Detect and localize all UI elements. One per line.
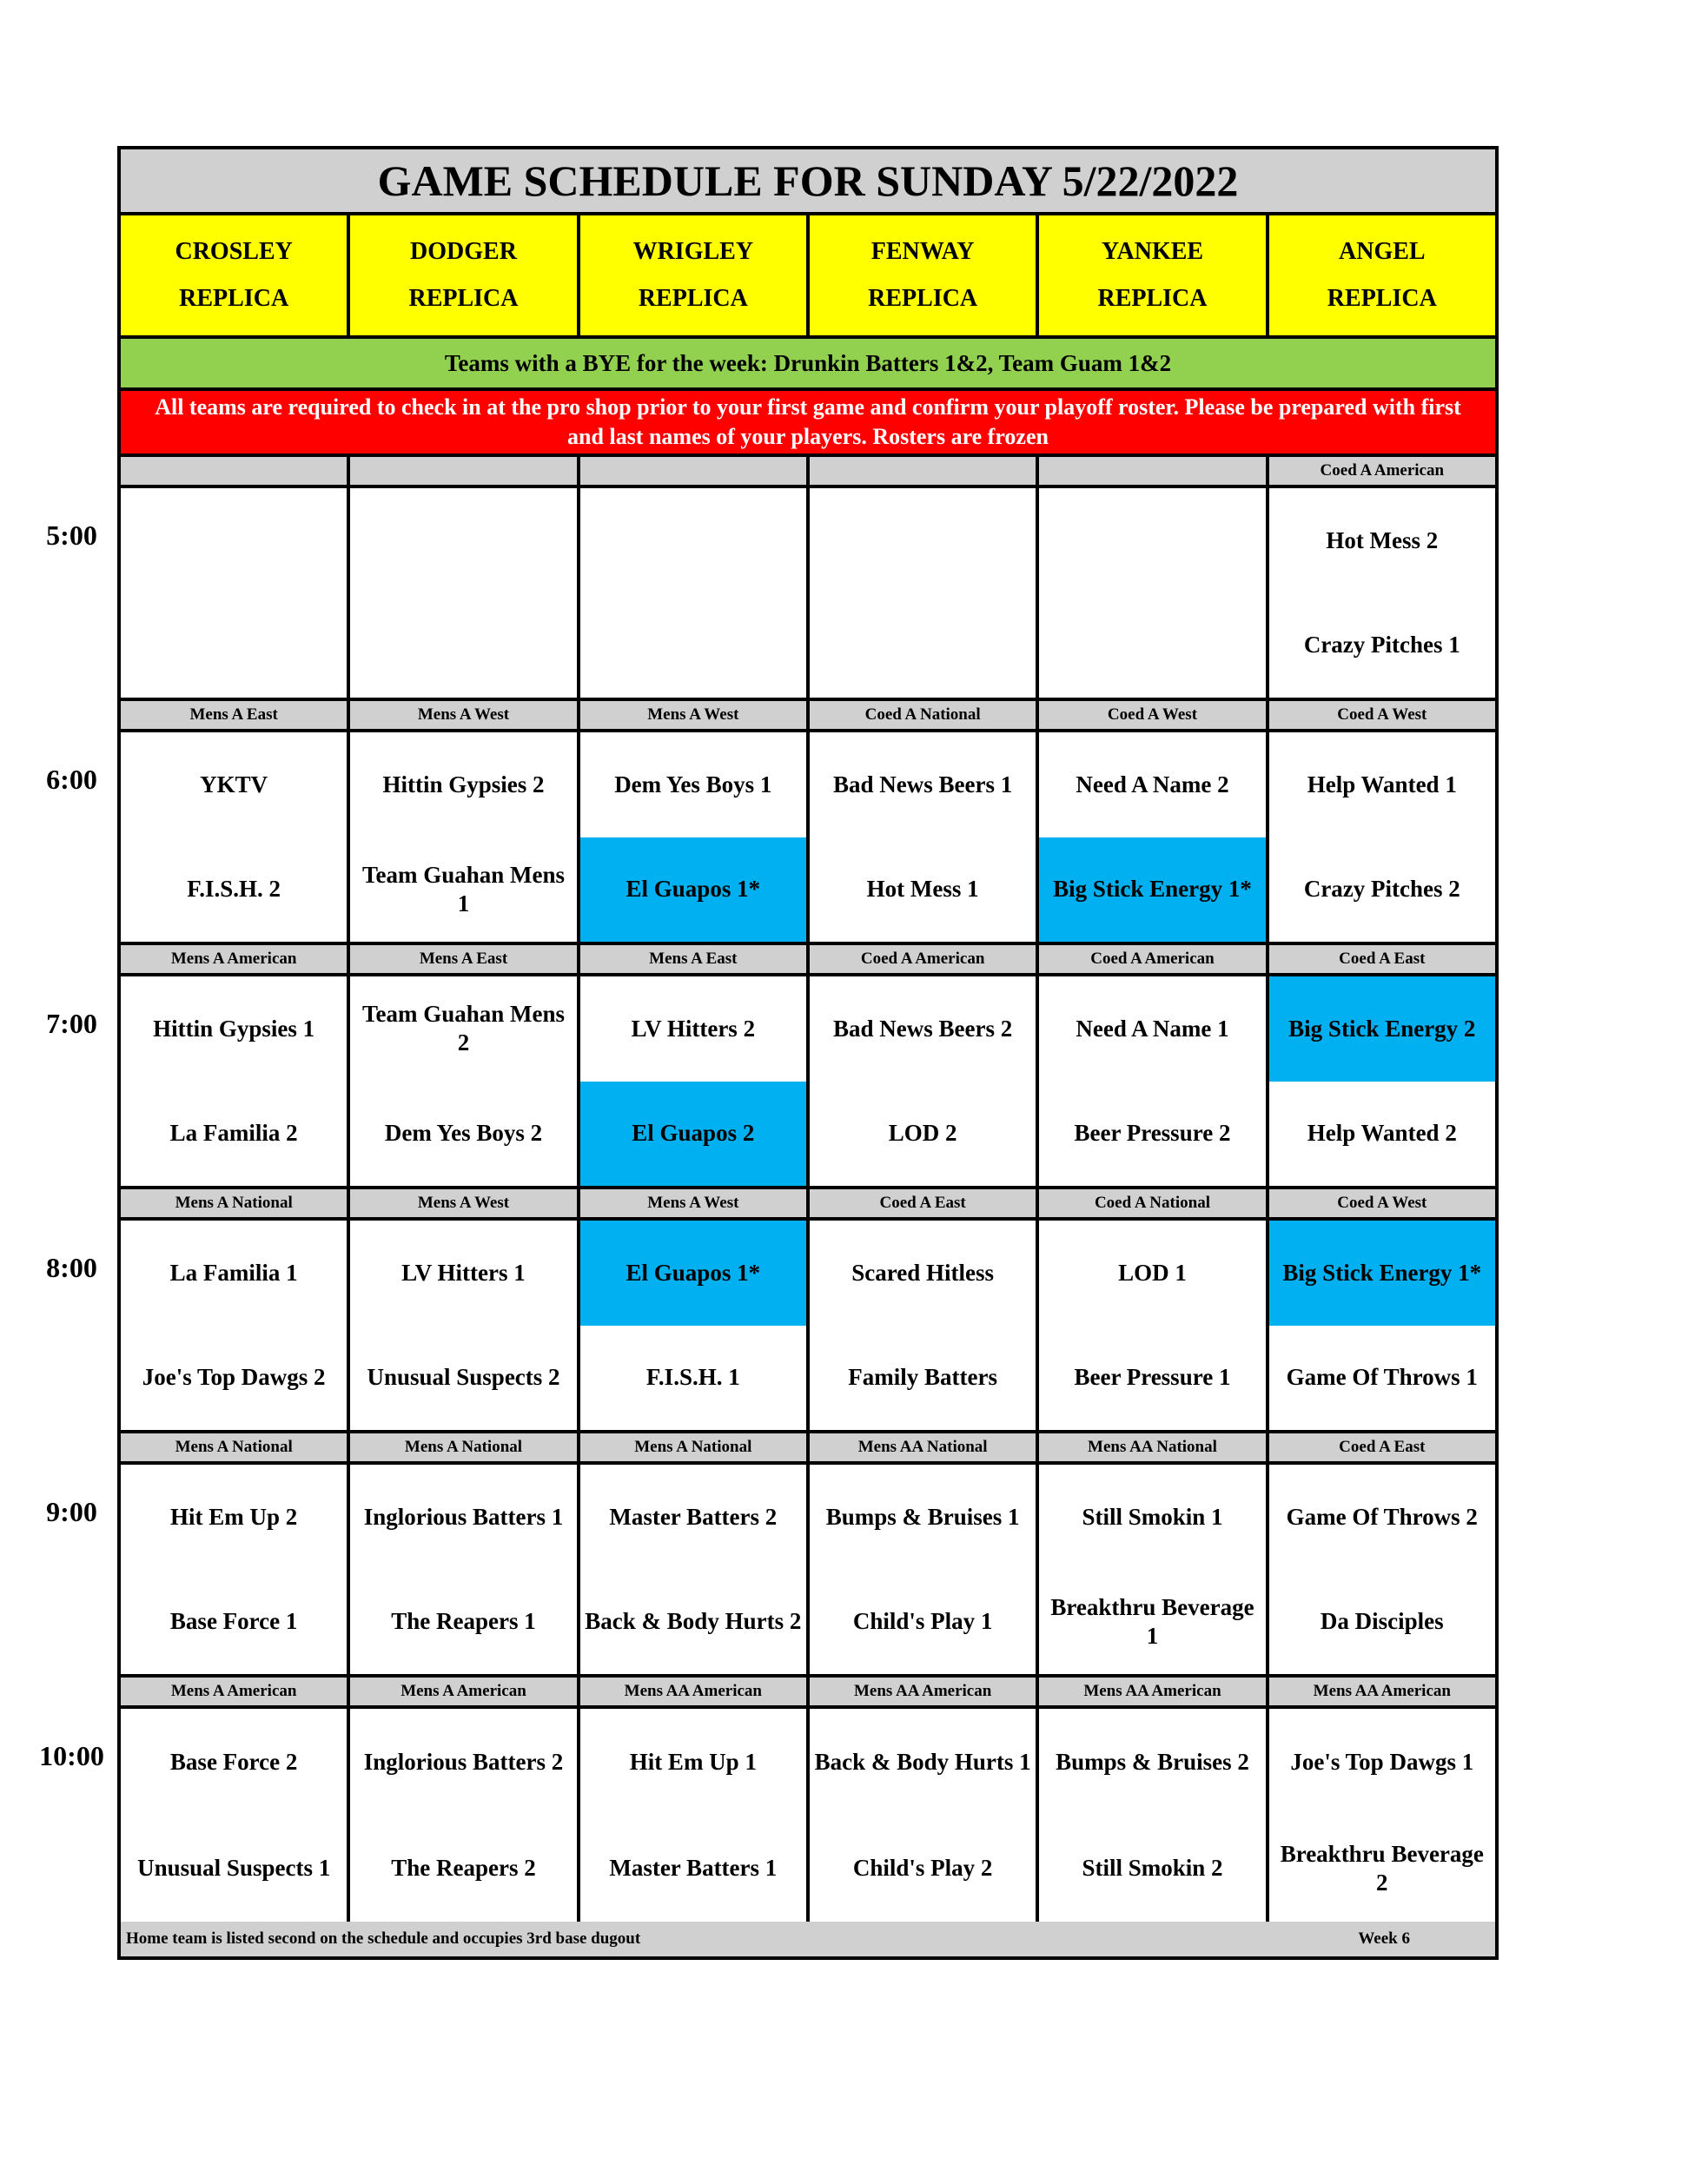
division-label: Mens A East [580,945,810,973]
away-team: Bad News Beers 1 [810,732,1036,837]
game-row [121,732,1495,945]
game-cell [810,976,1039,1186]
game-cell [810,1465,1039,1674]
venue-type: REPLICA [1327,285,1437,312]
game-cell [1269,488,1495,698]
game-cell [1269,1709,1495,1922]
division-label: Mens AA National [810,1433,1039,1461]
away-team: Big Stick Energy 1* [1269,1221,1495,1326]
footer-row [121,1922,1495,1956]
division-label: Mens A East [350,945,579,973]
time-label: 5:00 [46,520,97,551]
home-team: Big Stick Energy 1* [1039,837,1265,943]
division-label: Coed A East [1339,1438,1426,1456]
division-label [580,457,810,485]
game-cell [1039,1221,1268,1430]
home-team: El Guapos 2 [580,1082,806,1187]
away-team: LOD 1 [1039,1221,1265,1326]
division-label [350,457,579,485]
game-cell [810,1709,1039,1922]
venue-angel [1269,215,1495,335]
venue-wrigley [580,215,810,335]
division-label: Coed A West [1337,1194,1427,1212]
away-team [1039,488,1265,593]
away-team: La Familia 1 [121,1221,347,1326]
away-team: Need A Name 2 [1039,732,1265,837]
division-label: Mens AA American [1039,1678,1268,1705]
venue-crosley [121,215,350,335]
notice-banner: All teams are required to check in at the pro shop prior to your first game and confirm your playoff roster. Please be prepared with first and last names of your players. Rosters are frozen [121,391,1495,457]
venue-header-row [121,215,1495,339]
home-team: Beer Pressure 2 [1039,1082,1265,1187]
away-team: Still Smokin 1 [1039,1465,1265,1570]
division-label: Mens A American [121,1678,350,1705]
home-team: Back & Body Hurts 2 [580,1570,806,1675]
home-team: La Familia 2 [121,1082,347,1187]
division-label: Mens A West [580,1189,810,1217]
division-label: Coed A West [1039,701,1268,729]
division-label: Mens A West [350,701,579,729]
game-cell [1269,1465,1495,1674]
division-label: Mens A American [350,1678,579,1705]
game-row [121,1465,1495,1678]
bye-banner: Teams with a BYE for the week: Drunkin Batters 1&2, Team Guam 1&2 [121,339,1495,391]
away-team: Bad News Beers 2 [810,976,1036,1082]
game-cell [1269,1221,1495,1430]
game-cell [1039,1709,1268,1922]
home-team: Crazy Pitches 1 [1269,593,1495,698]
venue-name: YANKEE [1101,238,1204,265]
away-team [580,488,806,593]
game-cell [580,1709,810,1922]
division-label [810,457,1039,485]
away-team: Inglorious Batters 1 [350,1465,576,1570]
game-cell [350,488,579,698]
away-team: Hot Mess 2 [1269,488,1495,593]
away-team: Hit Em Up 1 [580,1709,806,1816]
home-team: Still Smokin 2 [1039,1816,1265,1923]
venue-dodger [350,215,579,335]
game-row [121,488,1495,701]
division-label: Mens A National [350,1433,579,1461]
away-team: LV Hitters 2 [580,976,806,1082]
venue-type: REPLICA [868,285,978,312]
away-team [121,488,347,593]
home-team: Child's Play 1 [810,1570,1036,1675]
home-team [121,593,347,698]
game-cell [580,1221,810,1430]
division-label: Coed A East [810,1189,1039,1217]
game-row [121,976,1495,1189]
game-cell [1039,976,1268,1186]
away-team: Back & Body Hurts 1 [810,1709,1036,1816]
away-team: El Guapos 1* [580,1221,806,1326]
away-team: Scared Hitless [810,1221,1036,1326]
away-team: Need A Name 1 [1039,976,1265,1082]
venue-type: REPLICA [408,285,519,312]
game-cell [1039,1465,1268,1674]
home-team [580,593,806,698]
division-row [121,1678,1495,1709]
game-cell [810,488,1039,698]
division-row [121,1189,1495,1221]
division-label: Coed A National [810,701,1039,729]
home-team [350,593,576,698]
away-team: Game Of Throws 2 [1269,1465,1495,1570]
away-team: Big Stick Energy 2 [1269,976,1495,1082]
footer-note: Home team is listed second on the schedule and occupies 3rd base dugout [126,1929,641,1948]
away-team: Master Batters 2 [580,1465,806,1570]
home-team: Child's Play 2 [810,1816,1036,1923]
away-team: Inglorious Batters 2 [350,1709,576,1816]
home-team: Unusual Suspects 2 [350,1326,576,1431]
division-label: Mens A National [121,1189,350,1217]
division-label: Coed A American [1320,461,1445,480]
home-team: Breakthru Beverage 1 [1039,1570,1265,1675]
game-cell [1039,732,1268,942]
game-cell [121,1221,350,1430]
home-team: Joe's Top Dawgs 2 [121,1326,347,1431]
division-label: Coed A East [1339,950,1426,968]
home-team: Da Disciples [1269,1570,1495,1675]
game-cell [580,976,810,1186]
home-team: Game Of Throws 1 [1269,1326,1495,1431]
game-cell [350,976,579,1186]
game-row [121,1221,1495,1433]
game-cell [350,1709,579,1922]
division-label: Coed A National [1039,1189,1268,1217]
game-cell [121,488,350,698]
game-cell [121,1709,350,1922]
away-team: Help Wanted 1 [1269,732,1495,837]
away-team: Team Guahan Mens 2 [350,976,576,1082]
home-team: Team Guahan Mens 1 [350,837,576,943]
home-team: Crazy Pitches 2 [1269,837,1495,943]
away-team: Bumps & Bruises 1 [810,1465,1036,1570]
game-cell [350,732,579,942]
division-label: Mens AA American [810,1678,1039,1705]
home-team [1039,593,1265,698]
division-label: Mens A East [121,701,350,729]
away-team: Base Force 2 [121,1709,347,1816]
venue-name: WRIGLEY [632,238,754,265]
game-cell [121,732,350,942]
division-label: Mens A National [580,1433,810,1461]
game-cell [810,1221,1039,1430]
venue-yankee [1039,215,1268,335]
division-label [1039,457,1268,485]
division-row [121,945,1495,976]
division-label: Mens A American [121,945,350,973]
time-label: 10:00 [39,1740,104,1771]
time-label: 8:00 [46,1252,97,1283]
game-cell [121,976,350,1186]
home-team: The Reapers 1 [350,1570,576,1675]
division-row [121,701,1495,732]
home-team [810,593,1036,698]
division-label: Mens AA American [1313,1682,1451,1700]
away-team: Hit Em Up 2 [121,1465,347,1570]
division-row [121,457,1495,488]
game-cell [350,1221,579,1430]
away-team: LV Hitters 1 [350,1221,576,1326]
division-label: Mens A National [121,1433,350,1461]
home-team: LOD 2 [810,1082,1036,1187]
away-team: Hittin Gypsies 2 [350,732,576,837]
division-label: Coed A American [1039,945,1268,973]
venue-type: REPLICA [638,285,748,312]
week-label: Week 6 [1358,1929,1410,1948]
away-team: Hittin Gypsies 1 [121,976,347,1082]
venue-fenway [810,215,1039,335]
game-cell [580,488,810,698]
game-cell [1269,732,1495,942]
venue-name: CROSLEY [175,238,293,265]
venue-name: ANGEL [1339,238,1426,265]
division-label: Coed A West [1337,705,1427,724]
time-label: 6:00 [46,764,97,795]
home-team: Beer Pressure 1 [1039,1326,1265,1431]
home-team: Family Batters [810,1326,1036,1431]
game-cell [810,732,1039,942]
away-team [810,488,1036,593]
division-row [121,1433,1495,1465]
division-label: Mens AA National [1039,1433,1268,1461]
home-team: F.I.S.H. 1 [580,1326,806,1431]
division-label: Mens A West [350,1189,579,1217]
game-cell [350,1465,579,1674]
home-team: The Reapers 2 [350,1816,576,1923]
home-team: Base Force 1 [121,1570,347,1675]
away-team: Bumps & Bruises 2 [1039,1709,1265,1816]
venue-name: FENWAY [870,238,975,265]
game-cell [580,732,810,942]
home-team: Dem Yes Boys 2 [350,1082,576,1187]
home-team: Breakthru Beverage 2 [1269,1816,1495,1923]
home-team: F.I.S.H. 2 [121,837,347,943]
home-team: Hot Mess 1 [810,837,1036,943]
game-row [121,1709,1495,1922]
schedule-title: GAME SCHEDULE FOR SUNDAY 5/22/2022 [121,149,1495,215]
away-team [350,488,576,593]
game-cell [121,1465,350,1674]
division-label [121,457,350,485]
game-cell [1039,488,1268,698]
game-cell [580,1465,810,1674]
division-label: Mens AA American [580,1678,810,1705]
time-label: 7:00 [46,1008,97,1039]
schedule-table [117,146,1499,1960]
time-label: 9:00 [46,1496,97,1527]
away-team: Joe's Top Dawgs 1 [1269,1709,1495,1816]
division-label: Coed A American [810,945,1039,973]
away-team: YKTV [121,732,347,837]
home-team: El Guapos 1* [580,837,806,943]
home-team: Help Wanted 2 [1269,1082,1495,1187]
game-cell [1269,976,1495,1186]
home-team: Unusual Suspects 1 [121,1816,347,1923]
venue-type: REPLICA [179,285,289,312]
venue-name: DODGER [410,238,517,265]
home-team: Master Batters 1 [580,1816,806,1923]
away-team: Dem Yes Boys 1 [580,732,806,837]
division-label: Mens A West [580,701,810,729]
venue-type: REPLICA [1097,285,1208,312]
